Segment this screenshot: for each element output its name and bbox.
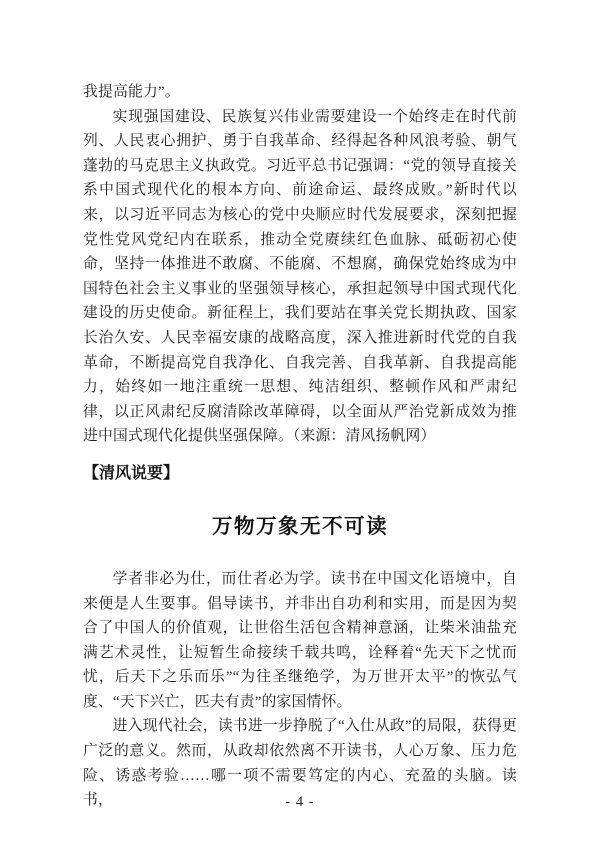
page-number: - 4 -	[285, 794, 315, 810]
paragraph-continuation: 我提高能力”。	[83, 84, 180, 100]
section-header: 【清风说要】	[83, 464, 180, 482]
paragraph-reading-1: 学者非必为仕，而仕者必为学。读书在中国文化语境中，自来便是人生要事。倡导读书，并非出自功利和实用，而是因为契合了中国人的价值观，让世俗生活包含精神意涵，让柴米油盐充满艺术灵性，让短暂生命接续千载共鸣，诠释着“先天下之忧而忧，后天下之乐而乐”“为往圣继绝学，为万世开太平”的恢弘气度、“天下兴亡，匹夫有责”的家国情怀。	[83, 570, 517, 710]
paragraph-party-building: 实现强国建设、民族复兴伟业需要建设一个始终走在时代前列、人民衷心拥护、勇于自我革命、经得起各种风浪考验、朝气蓬勃的马克思主义执政党。习近平总书记强调：“党的领导直接关系中国式现代化的根本方向、前途命运、最终成败。”新时代以来，以习近平同志为核心的党中央顺应时代发展要求，深刻把握党性党风党纪内在联系，推动全党赓续红色血脉、砥砺初心使命，坚持一体推进不敢腐、不能腐、不想腐，确保党始终成为中国特色社会主义事业的坚强领导核心，承担起领导中国式现代化建设的历史使命。新征程上，我们要站在事关党长期执政、国家长治久安、人民幸福安康的战略高度，深入推进新时代党的自我革命，不断提高党自我净化、自我完善、自我革新、自我提高能力，始终如一地注重统一思想、纯洁组织、整顿作风和严肃纪律，以正风肃纪反腐清除改革障碍，以全面从严治党新成效为推进中国式现代化提供坚强保障。（来源：清风扬帆网）	[83, 108, 517, 445]
article-title: 万物万象无不可读	[212, 515, 388, 538]
paragraph-reading-2: 进入现代社会，读书进一步挣脱了“入仕从政”的局限，获得更广泛的意义。然而，从政却依然离不开读书，人心万象、压力危险、诱惑考验……哪一项不需要笃定的内心、充盈的头脑。读书，	[83, 718, 517, 809]
